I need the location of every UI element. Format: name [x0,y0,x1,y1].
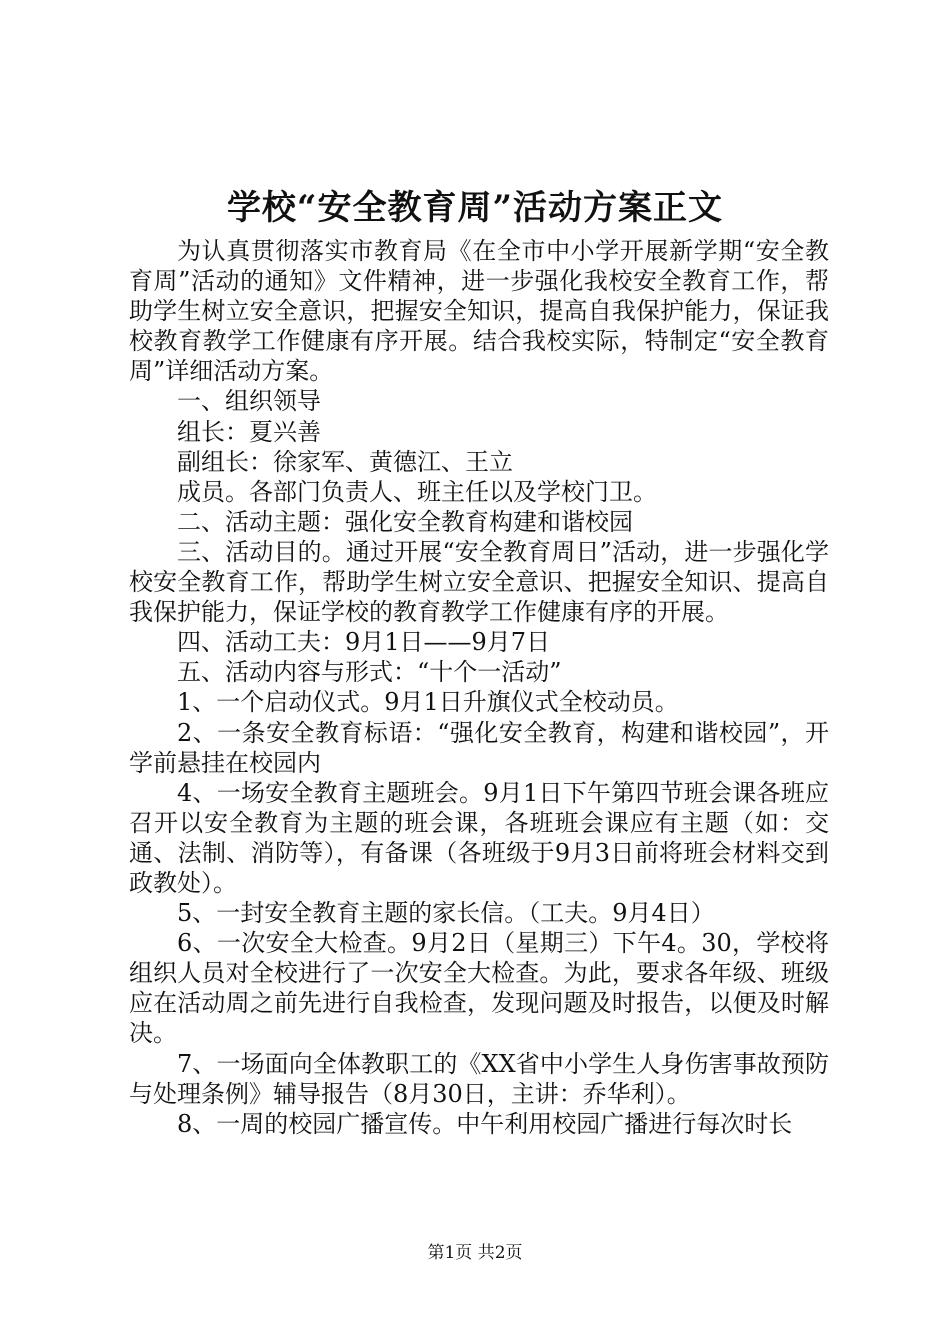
paragraph-purpose: 三、活动目的。通过开展“安全教育周日”活动，进一步强化学校安全教育工作，帮助学生树立安全意识、把握安全知识、提高自我保护能力，保证学校的教育教学工作健康有序的开展。 [129,537,829,627]
document-title: 学校“安全教育周”活动方案正文 [226,188,724,228]
section-heading-content: 五、活动内容与形式：“十个一活动” [177,658,562,687]
paragraph-members: 成员。各部门负责人、班主任以及学校门卫。 [177,477,657,506]
list-item-parent-letter: 5、一封安全教育主题的家长信。（工夫。9月4日） [177,899,715,928]
paragraph-intro: 为认真贯彻落实市教育局《在全市中小学开展新学期“安全教育周”活动的通知》文件精神，进一步强化我校安全教育工作，帮助学生树立安全意识，把握安全知识，提高自我保护能力，保证我校教育教学工作健康有序开展。结合我校实际，特制定“安全教育周”详细活动方案。 [129,237,829,386]
document-body [129,236,829,1139]
list-item-slogan: 2、一条安全教育标语：“强化安全教育，构建和谐校园”，开学前悬挂在校园内 [129,718,829,777]
list-item-class-meeting: 4、一场安全教育主题班会。9月1日下午第四节班会课各班应召开以安全教育为主题的班会课，各班班会课应有主题（如：交通、法制、消防等），有备课（各班级于9月3日前将班会材料交到政教处）。 [129,778,829,897]
paragraph-deputy-leaders: 副组长：徐家军、黄德江、王立 [177,447,513,476]
list-item-broadcast: 8、一周的校园广播宣传。中午利用校园广播进行每次时长 [177,1109,793,1138]
paragraph-time: 四、活动工夫：9月1日——9月7日 [177,628,551,657]
page-footer: 第1页 共2页 [427,1243,523,1263]
section-heading-organization: 一、组织领导 [177,387,321,416]
list-item-safety-inspection: 6、一次安全大检查。9月2日（星期三）下午4。30，学校将组织人员对全校进行了一次安全大检查。为此，要求各年级、班级应在活动周之前先进行自我检查，发现问题及时报告，以便及时解决。 [129,929,829,1048]
paragraph-leader: 组长：夏兴善 [177,417,321,446]
section-heading-theme: 二、活动主题：强化安全教育构建和谐校园 [177,507,633,536]
list-item-staff-report: 7、一场面向全体教职工的《XX省中小学生人身伤害事故预防与处理条例》辅导报告（8月30日，主讲：乔华利）。 [129,1049,829,1108]
list-item-launch: 1、一个启动仪式。9月1日升旗仪式全校动员。 [177,688,679,717]
